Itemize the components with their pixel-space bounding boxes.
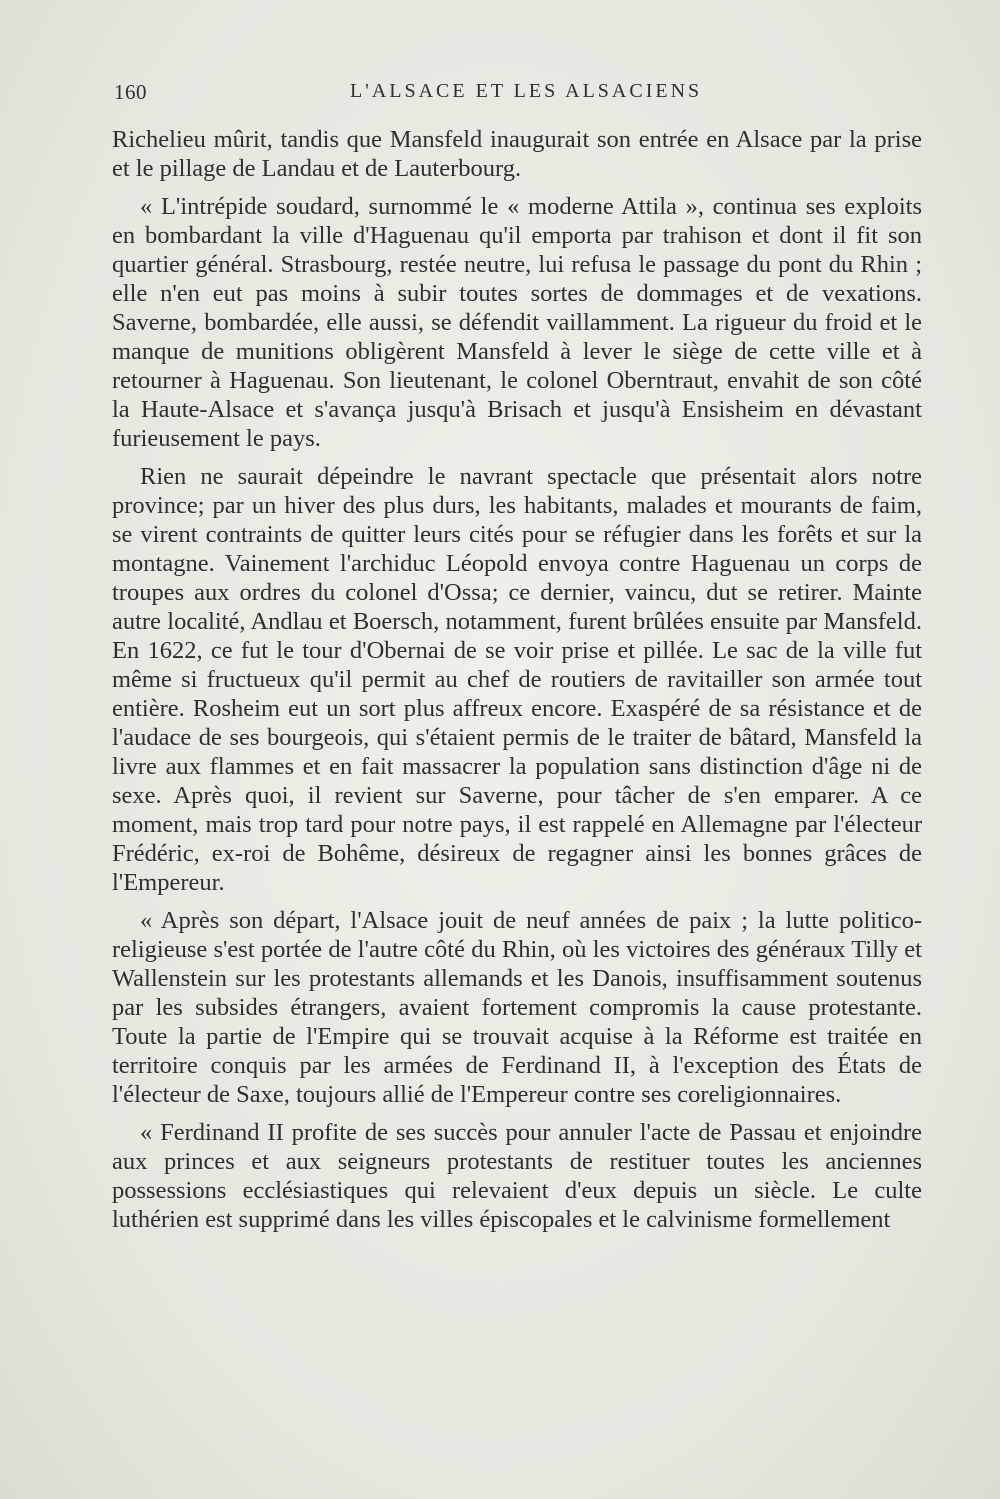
paragraph-4: « Après son départ, l'Alsace jouit de neuf années de paix ; la lutte politico-religieuse s'est portée de l'autre côté du Rhin, où les victoires des généraux Tilly et Wallenstein sur les protestants allemands et les Danois, insuffisamment soutenus par les subsides étrangers, avaient fortement compromis la cause protestante. Toute la partie de l'Empire qui se trouvait acquise à la Réforme est traitée en territoire conquis par les armées de Ferdinand II, à l'exception des États de l'électeur de Saxe, toujours allié de l'Empereur contre ses coreligionnaires. — [112, 907, 922, 1108]
body-text — [112, 125, 922, 1243]
paragraph-1: Richelieu mûrit, tandis que Mansfeld inaugurait son entrée en Alsace par la prise et le pillage de Landau et de Lauterbourg. — [112, 126, 922, 182]
page-header — [110, 80, 910, 120]
paragraph-5: « Ferdinand II profite de ses succès pour annuler l'acte de Passau et enjoindre aux princes et aux seigneurs protestants de restituer toutes les anciennes possessions ecclésiastiques qui relevaient d'eux depuis un siècle. Le culte luthérien est supprimé dans les villes épiscopales et le calvinisme formellement — [112, 1119, 922, 1233]
running-title: L'ALSACE ET LES ALSACIENS — [350, 80, 703, 102]
paragraph-2: « L'intrépide soudard, surnommé le « moderne Attila », continua ses exploits en bombardant la ville d'Haguenau qu'il emporta par trahison et dont il fit son quartier général. Strasbourg, restée neutre, lui refusa le passage du pont du Rhin ; elle n'en eut pas moins à subir toutes sortes de dommages et de vexations. Saverne, bombardée, elle aussi, se défendit vaillamment. La rigueur du froid et le manque de munitions obligèrent Mansfeld à lever le siège de cette ville et à retourner à Haguenau. Son lieutenant, le colonel Oberntraut, envahit de son côté la Haute-Alsace et s'avança jusqu'à Brisach et jusqu'à Ensisheim en dévastant furieusement le pays. — [112, 193, 922, 452]
paragraph-3: Rien ne saurait dépeindre le navrant spectacle que présentait alors notre province; par un hiver des plus durs, les habitants, malades et mourants de faim, se virent contraints de quitter leurs cités pour se réfugier dans les forêts et sur la montagne. Vainement l'archiduc Léopold envoya contre Haguenau un corps de troupes aux ordres du colonel d'Ossa; ce dernier, vaincu, dut se retirer. Mainte autre localité, Andlau et Boersch, notamment, furent brûlées ensuite par Mansfeld. En 1622, ce fut le tour d'Obernai de se voir prise et pillée. Le sac de la ville fut même si fructueux qu'il permit au chef de routiers de ravitailler son armée tout entière. Rosheim eut un sort plus affreux encore. Exaspéré de sa résistance et de l'audace de ses bourgeois, qui s'étaient permis de le traiter de bâtard, Mansfeld la livre aux flammes et en fait massacrer la population sans distinction d'âge ni de sexe. Après quoi, il revient sur Saverne, pour tâcher de s'en emparer. A ce moment, mais trop tard pour notre pays, il est rappelé en Allemagne par l'électeur Frédéric, ex-roi de Bohême, désireux de regagner ainsi les bonnes grâces de l'Empereur. — [112, 463, 922, 896]
page-number: 160 — [114, 80, 147, 104]
